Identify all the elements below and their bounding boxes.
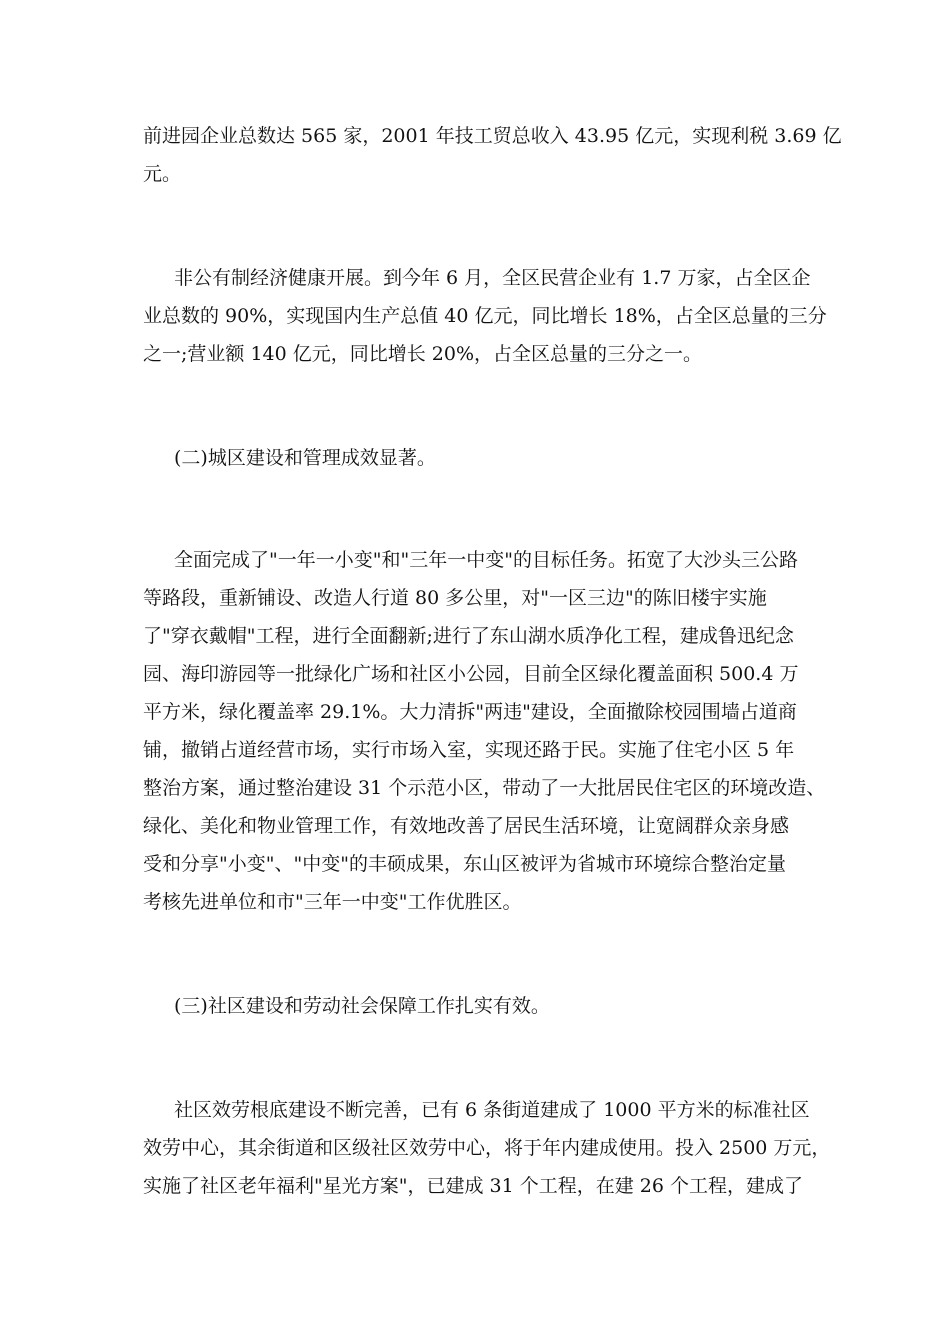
paragraph-line: 园、海印游园等一批绿化广场和社区小公园，目前全区绿化覆盖面积 500.4 万 bbox=[143, 663, 799, 685]
paragraph-line: 等路段，重新铺设、改造人行道 80 多公里，对"一区三边"的陈旧楼宇实施 bbox=[143, 587, 767, 609]
paragraph-line: 实施了社区老年福利"星光方案"，已建成 31 个工程，在建 26 个工程，建成了 bbox=[143, 1175, 803, 1197]
paragraph-line: 元。 bbox=[143, 163, 182, 185]
paragraph-line: 前进园企业总数达 565 家，2001 年技工贸总收入 43.95 亿元，实现利税 3.69 亿 bbox=[143, 125, 842, 147]
paragraph-line: 受和分享"小变"、"中变"的丰硕成果，东山区被评为省城市环境综合整治定量 bbox=[143, 853, 786, 875]
paragraph-line: 非公有制经济健康开展。到今年 6 月，全区民营企业有 1.7 万家，占全区企 bbox=[174, 267, 811, 289]
paragraph-line: 了"穿衣戴帽"工程，进行全面翻新;进行了东山湖水质净化工程，建成鲁迅纪念 bbox=[143, 625, 794, 647]
section-heading: (二)城区建设和管理成效显著。 bbox=[174, 447, 436, 469]
paragraph-line: 业总数的 90%，实现国内生产总值 40 亿元，同比增长 18%，占全区总量的三分 bbox=[143, 305, 827, 327]
paragraph-line: 效劳中心，其余街道和区级社区效劳中心，将于年内建成使用。投入 2500 万元， bbox=[143, 1137, 831, 1159]
paragraph-line: 之一;营业额 140 亿元，同比增长 20%，占全区总量的三分之一。 bbox=[143, 343, 703, 365]
paragraph-line: 绿化、美化和物业管理工作，有效地改善了居民生活环境，让宽阔群众亲身感 bbox=[143, 815, 790, 837]
paragraph-line: 铺，撤销占道经营市场，实行市场入室，实现还路于民。实施了住宅小区 5 年 bbox=[143, 739, 795, 761]
paragraph-line: 整治方案，通过整治建设 31 个示范小区，带动了一大批居民住宅区的环境改造、 bbox=[143, 777, 826, 799]
section-heading: (三)社区建设和劳动社会保障工作扎实有效。 bbox=[174, 995, 550, 1017]
paragraph-line: 平方米，绿化覆盖率 29.1%。大力清拆"两违"建设，全面撤除校园围墙占道商 bbox=[143, 701, 797, 723]
paragraph-line: 社区效劳根底建设不断完善，已有 6 条街道建成了 1000 平方米的标准社区 bbox=[174, 1099, 810, 1121]
paragraph-line: 考核先进单位和市"三年一中变"工作优胜区。 bbox=[143, 891, 522, 913]
paragraph-line: 全面完成了"一年一小变"和"三年一中变"的目标任务。拓宽了大沙头三公路 bbox=[174, 549, 798, 571]
